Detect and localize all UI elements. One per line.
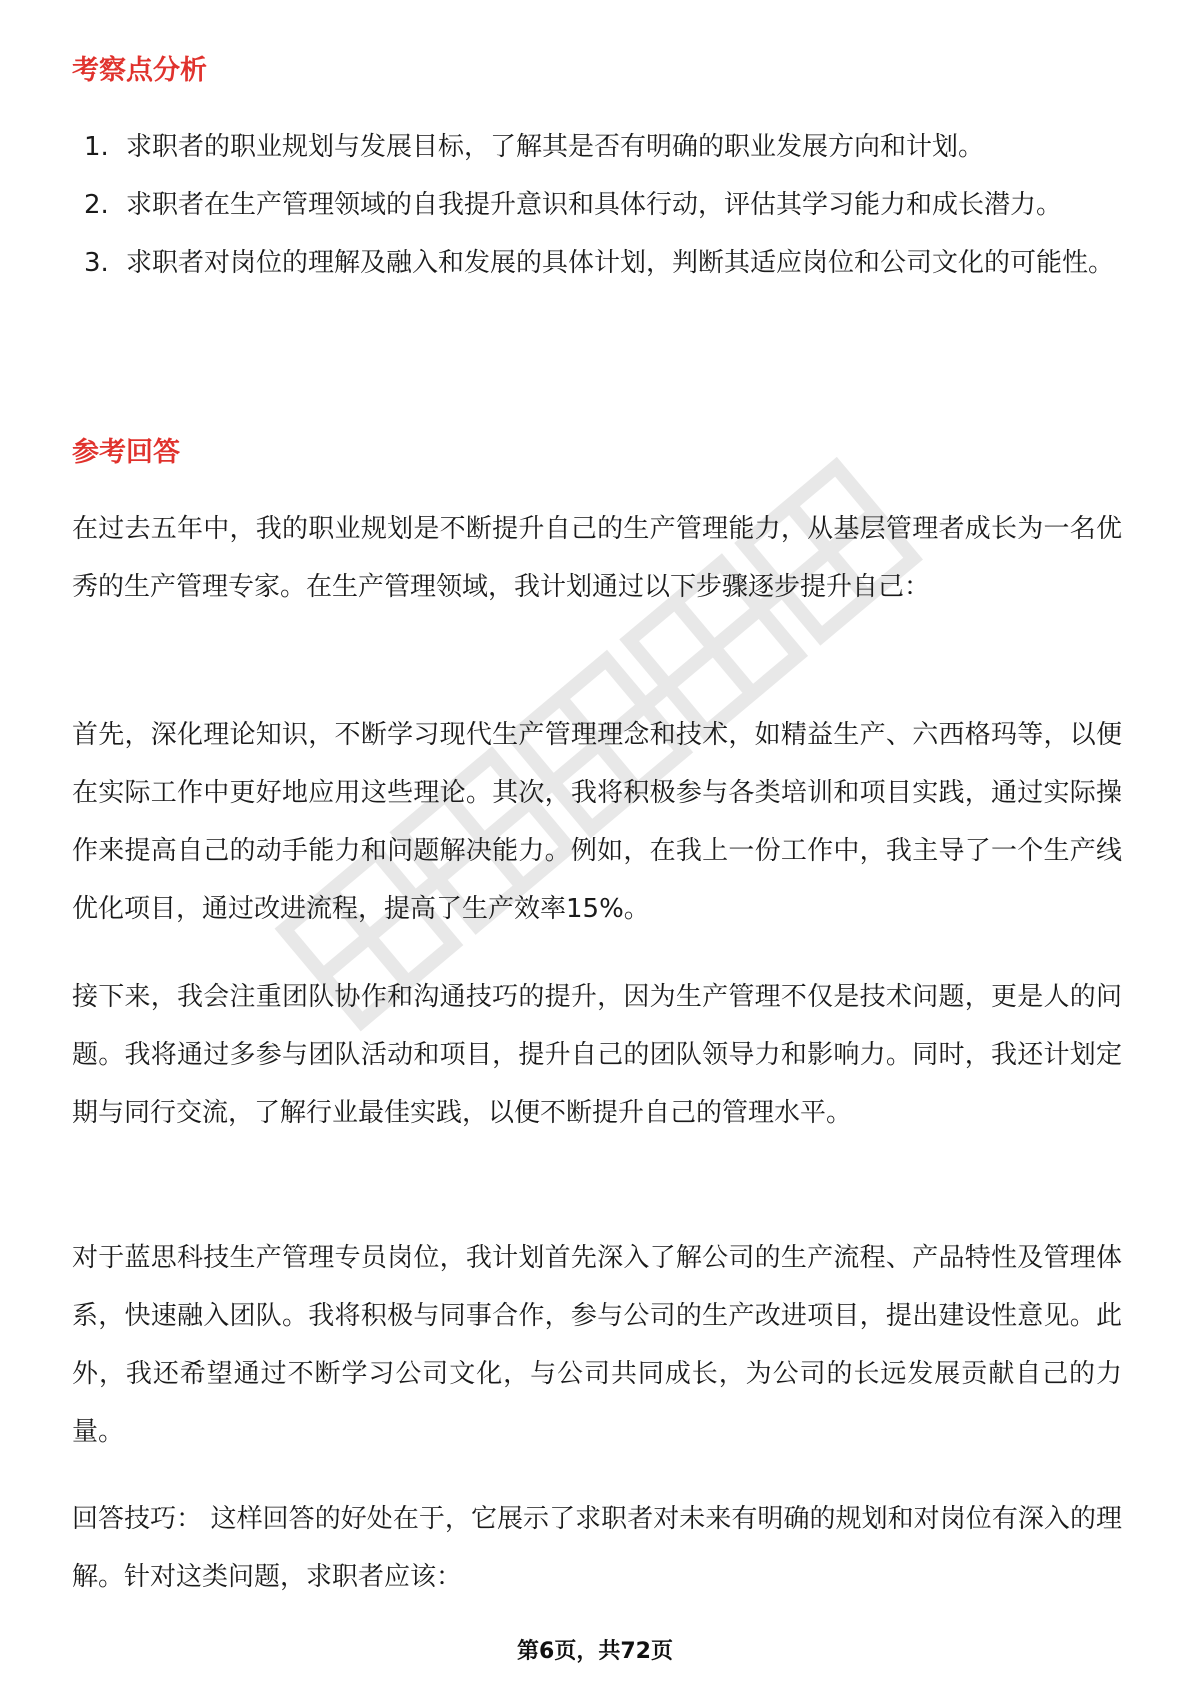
list-item-number: 2. bbox=[84, 190, 109, 220]
list-item bbox=[84, 118, 1124, 176]
list-item-number: 1. bbox=[84, 132, 109, 162]
section-title-answer: 参考回答 bbox=[72, 437, 180, 468]
list-item-number: 3. bbox=[84, 248, 109, 278]
page-number: 第6页，共72页 bbox=[517, 1639, 673, 1664]
answer-paragraph: 对于蓝思科技生产管理专员岗位，我计划首先深入了解公司的生产流程、产品特性及管理体系，快速融入团队。我将积极与同事合作，参与公司的生产改进项目，提出建设性意见。此外，我还希望通过不断学习公司文化，与公司共同成长，为公司的长远发展贡献自己的力量。 bbox=[72, 1243, 1122, 1447]
answer-paragraph: 接下来，我会注重团队协作和沟通技巧的提升，因为生产管理不仅是技术问题，更是人的问题。我将通过多参与团队活动和项目，提升自己的团队领导力和影响力。同时，我还计划定期与同行交流，了解行业最佳实践，以便不断提升自己的管理水平。 bbox=[72, 982, 1122, 1128]
answer-paragraph: 首先，深化理论知识，不断学习现代生产管理理念和技术，如精益生产、六西格玛等，以便在实际工作中更好地应用这些理论。其次，我将积极参与各类培训和项目实践，通过实际操作来提高自己的动手能力和问题解决能力。例如，在我上一份工作中，我主导了一个生产线优化项目，通过改进流程，提高了生产效率15%。 bbox=[72, 720, 1122, 924]
answer-tips-paragraph: 回答技巧： 这样回答的好处在于，它展示了求职者对未来有明确的规划和对岗位有深入的理解。针对这类问题，求职者应该： bbox=[72, 1504, 1122, 1592]
list-item-text: 求职者对岗位的理解及融入和发展的具体计划，判断其适应岗位和公司文化的可能性。 bbox=[126, 248, 1115, 278]
list-item-text: 求职者在生产管理领域的自我提升意识和具体行动，评估其学习能力和成长潜力。 bbox=[126, 190, 1063, 220]
list-item bbox=[84, 176, 1124, 234]
list-item-text: 求职者的职业规划与发展目标，了解其是否有明确的职业发展方向和计划。 bbox=[126, 132, 985, 162]
analysis-list bbox=[84, 118, 1124, 292]
list-item bbox=[84, 234, 1124, 292]
answer-paragraph: 在过去五年中，我的职业规划是不断提升自己的生产管理能力，从基层管理者成长为一名优秀的生产管理专家。在生产管理领域，我计划通过以下步骤逐步提升自己： bbox=[72, 514, 1122, 602]
section-title-analysis: 考察点分析 bbox=[72, 55, 207, 86]
